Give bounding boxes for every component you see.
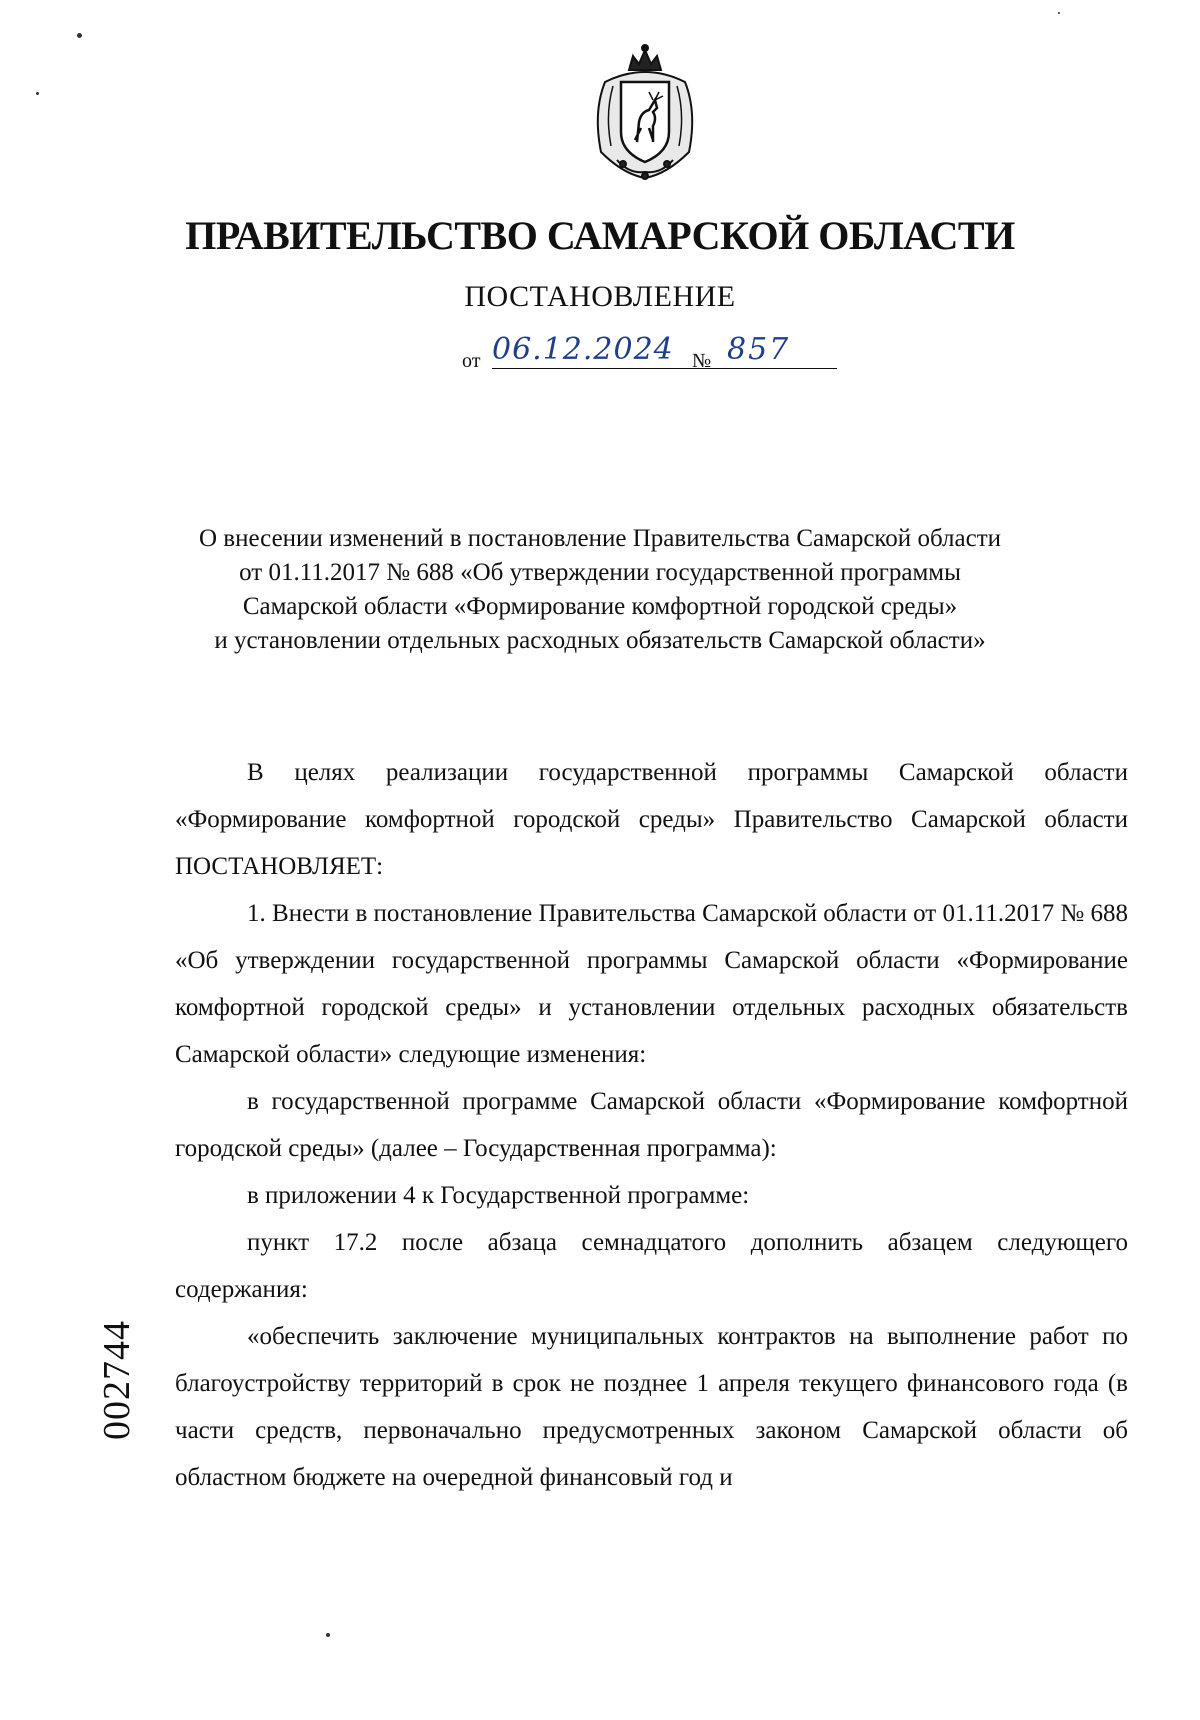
handwritten-number: 857 bbox=[717, 332, 837, 369]
body-paragraph: пункт 17.2 после абзаца семнадцатого дополнить абзацем следующего содержания: bbox=[175, 1229, 1128, 1303]
body-paragraph: «обеспечить заключение муниципальных контрактов на выполнение работ по благоустройству территорий в срок не позднее 1 апреля текущего финансового года (в части средств, первоначально предусмотренных законом Самарской области об областном бюджете на очередной финансовый год и bbox=[175, 1323, 1128, 1491]
subject-line: и установлении отдельных расходных обязательств Самарской области» bbox=[214, 627, 986, 654]
scan-speck bbox=[326, 1633, 330, 1637]
scan-speck bbox=[36, 92, 39, 95]
org-title: ПРАВИТЕЛЬСТВО САМАРСКОЙ ОБЛАСТИ bbox=[185, 213, 1015, 258]
body-paragraph: 1. Внести в постановление Правительства Самарской области от 01.11.2017 № 688 «Об утверждении государственной программы Самарской области «Формирование комфортной городской среды» и установлении отдельных расходных обязательств Самарской области» следующие изменения: bbox=[175, 900, 1128, 1068]
scan-speck bbox=[77, 33, 82, 38]
date-number-line bbox=[462, 332, 862, 374]
document-type: ПОСТАНОВЛЕНИЕ bbox=[464, 280, 736, 313]
number-prefix: № bbox=[692, 350, 712, 372]
body-paragraph: в государственной программе Самарской области «Формирование комфортной городской среды» (далее – Государственная программа): bbox=[175, 1088, 1128, 1162]
scan-speck bbox=[1058, 12, 1060, 14]
document-body bbox=[175, 749, 1128, 1501]
subject-line: О внесении изменений в постановление Правительства Самарской области bbox=[198, 525, 1002, 552]
subject-line: от 01.11.2017 № 688 «Об утверждении государственной программы bbox=[239, 559, 961, 586]
coat-of-arms-emblem bbox=[583, 42, 707, 184]
handwritten-date: 06.12.2024 bbox=[492, 332, 750, 369]
date-prefix: от bbox=[462, 350, 481, 372]
subject-line: Самарской области «Формирование комфортной городской среды» bbox=[242, 593, 958, 620]
side-serial-stamp: 002744 bbox=[96, 1320, 138, 1440]
body-paragraph: в приложении 4 к Государственной программе: bbox=[247, 1182, 750, 1209]
document-subject bbox=[150, 522, 1050, 658]
body-paragraph: В целях реализации государственной программы Самарской области «Формирование комфортной городской среды» Правительство Самарской области ПОСТАНОВЛЯЕТ: bbox=[175, 759, 1128, 880]
